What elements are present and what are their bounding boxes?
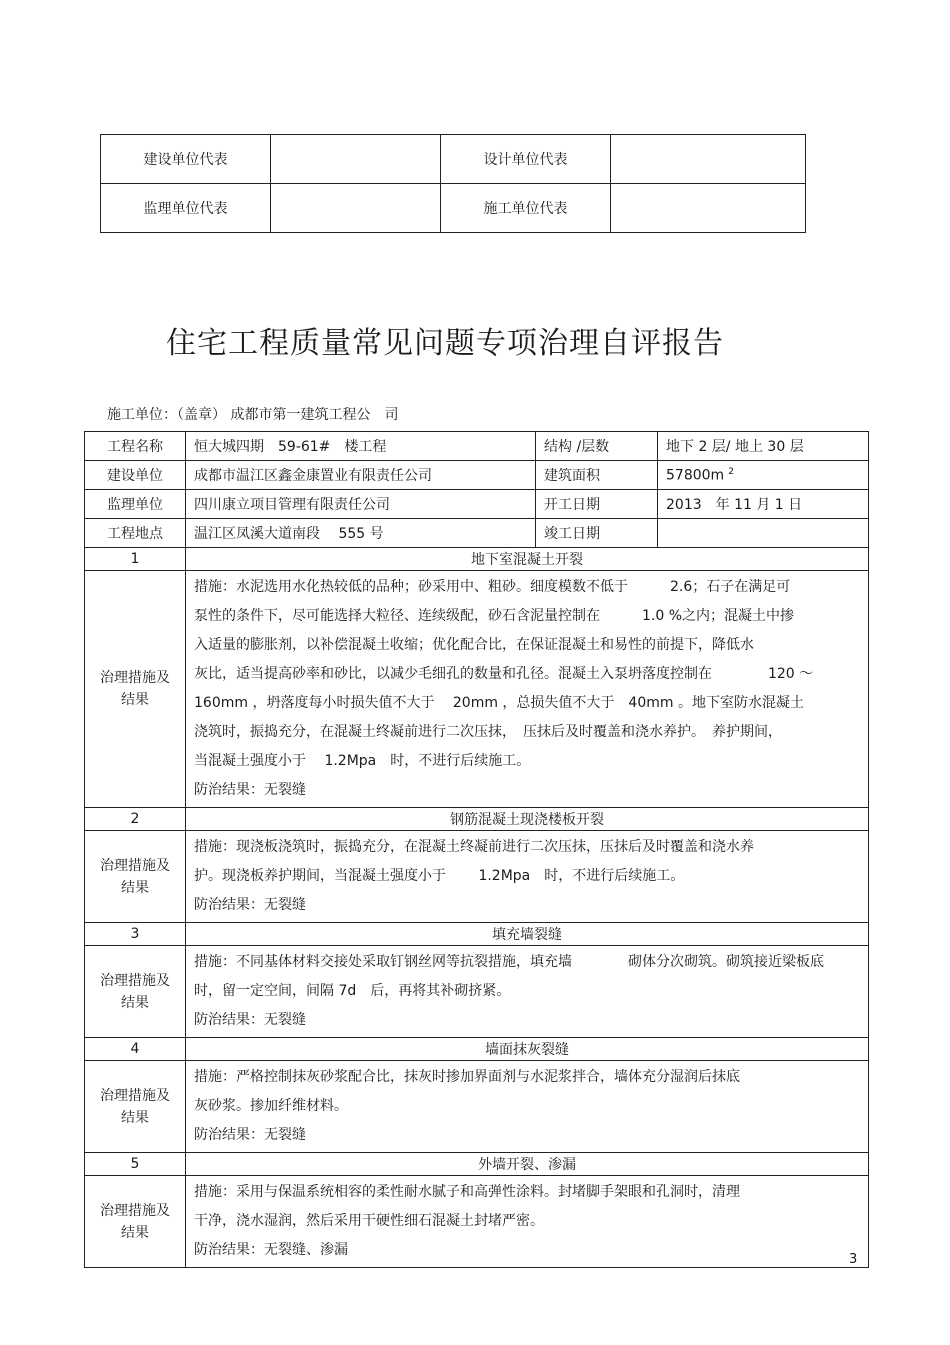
measure-line: 措施：水泥选用水化热较低的品种；砂采用中、粗砂。细度模数不低于 2.6；石子在满足可: [194, 579, 791, 595]
section-header-row: [85, 1153, 869, 1176]
section-title: 钢筋混凝土现浇楼板开裂: [186, 808, 869, 831]
measure-line: 干净，浇水湿润，然后采用干硬性细石混凝土封堵严密。: [194, 1213, 544, 1229]
project-name-value: 恒大城四期 59-61# 楼工程: [186, 432, 536, 461]
area-number: 57800m: [666, 467, 725, 484]
signature-label: 施工单位代表: [441, 184, 611, 233]
section-header-row: [85, 923, 869, 946]
measures-text: [186, 571, 869, 808]
section-number: 1: [85, 548, 186, 571]
start-date-label: 开工日期: [536, 490, 658, 519]
measures-label: 治理措施及结果: [85, 946, 186, 1038]
measures-label: 治理措施及结果: [85, 1176, 186, 1268]
section-title: 地下室混凝土开裂: [186, 548, 869, 571]
section-body-row: [85, 571, 869, 808]
report-title: 住宅工程质量常见问题专项治理自评报告: [166, 326, 724, 361]
signature-label: 设计单位代表: [441, 135, 611, 184]
measure-line: 防治结果：无裂缝: [194, 1127, 306, 1143]
structure-value: 地下 2 层/ 地上 30 层: [658, 432, 869, 461]
signature-row: [101, 184, 806, 233]
measure-line: 防治结果：无裂缝、渗漏: [194, 1242, 348, 1258]
measures-text: [186, 831, 869, 923]
measures-label: 治理措施及结果: [85, 571, 186, 808]
measures-text: [186, 946, 869, 1038]
info-row: [85, 461, 869, 490]
measure-line: 防治结果：无裂缝: [194, 1012, 306, 1028]
builder-label: 建设单位: [85, 461, 186, 490]
measure-line: 防治结果：无裂缝: [194, 897, 306, 913]
section-number: 3: [85, 923, 186, 946]
section-number: 5: [85, 1153, 186, 1176]
measure-line: 护。现浇板养护期间，当混凝土强度小于 1.2Mpa 时，不进行后续施工。: [194, 868, 685, 884]
signature-field[interactable]: [271, 135, 441, 184]
measure-line: 措施：现浇板浇筑时，振捣充分，在混凝土终凝前进行二次压抹，压抹后及时覆盖和浇水养: [194, 839, 754, 855]
signature-row: [101, 135, 806, 184]
measure-line: 泵性的条件下，尽可能选择大粒径、连续级配，砂石含泥量控制在 1.0 %之内；混凝土中掺: [194, 608, 795, 624]
section-body-row: [85, 831, 869, 923]
section-title: 墙面抹灰裂缝: [186, 1038, 869, 1061]
section-header-row: [85, 548, 869, 571]
section-body-row: [85, 1061, 869, 1153]
measure-line: 浇筑时，振捣充分，在混凝土终凝前进行二次压抹， 压抹后及时覆盖和浇水养护。 养护期间，: [194, 724, 782, 740]
section-number: 2: [85, 808, 186, 831]
measure-line: 灰比，适当提高砂率和砂比，以减少毛细孔的数量和孔径。混凝土入泵坍落度控制在 120 ～: [194, 666, 814, 682]
section-title: 填充墙裂缝: [186, 923, 869, 946]
measure-line: 入适量的膨胀剂，以补偿混凝土收缩；优化配合比，在保证混凝土和易性的前提下，降低水: [194, 637, 754, 653]
section-title: 外墙开裂、渗漏: [186, 1153, 869, 1176]
measure-line: 措施：不同基体材料交接处采取钉钢丝网等抗裂措施，填充墙 砌体分次砌筑。砌筑接近梁板底: [194, 954, 824, 970]
structure-label: 结构 /层数: [536, 432, 658, 461]
measures-label: 治理措施及结果: [85, 831, 186, 923]
location-value: 温江区凤溪大道南段 555 号: [186, 519, 536, 548]
area-unit-superscript: 2: [728, 466, 734, 477]
info-row: [85, 519, 869, 548]
signature-table: [100, 134, 806, 233]
completion-date-label: 竣工日期: [536, 519, 658, 548]
completion-date-value: [658, 519, 869, 548]
report-table: [84, 431, 869, 1268]
builder-value: 成都市温江区鑫金康置业有限责任公司: [186, 461, 536, 490]
supervisor-value: 四川康立项目管理有限责任公司: [186, 490, 536, 519]
signature-field[interactable]: [611, 184, 806, 233]
info-row: [85, 490, 869, 519]
signature-field[interactable]: [271, 184, 441, 233]
construction-unit-line: 施工单位：（盖章） 成都市第一建筑工程公 司: [107, 407, 399, 423]
measure-line: 灰砂浆。掺加纤维材料。: [194, 1098, 348, 1114]
measure-line: 措施：采用与保温系统相容的柔性耐水腻子和高弹性涂料。封堵脚手架眼和孔洞时，清理: [194, 1184, 740, 1200]
signature-label: 监理单位代表: [101, 184, 271, 233]
measure-line: 防治结果：无裂缝: [194, 782, 306, 798]
area-value: [658, 461, 869, 490]
measures-label: 治理措施及结果: [85, 1061, 186, 1153]
measure-line: 时，留一定空间，间隔 7d 后，再将其补砌挤紧。: [194, 983, 511, 999]
project-name-label: 工程名称: [85, 432, 186, 461]
section-header-row: [85, 1038, 869, 1061]
measure-line: 措施：严格控制抹灰砂浆配合比，抹灰时掺加界面剂与水泥浆拌合，墙体充分湿润后抹底: [194, 1069, 740, 1085]
info-row: [85, 432, 869, 461]
page-number: 3: [849, 1252, 858, 1267]
location-label: 工程地点: [85, 519, 186, 548]
signature-field[interactable]: [611, 135, 806, 184]
measure-line: 当混凝土强度小于 1.2Mpa 时，不进行后续施工。: [194, 753, 531, 769]
measures-text: [186, 1061, 869, 1153]
signature-label: 建设单位代表: [101, 135, 271, 184]
measures-text: [186, 1176, 869, 1268]
section-number: 4: [85, 1038, 186, 1061]
area-label: 建筑面积: [536, 461, 658, 490]
supervisor-label: 监理单位: [85, 490, 186, 519]
start-date-value: 2013 年 11 月 1 日: [658, 490, 869, 519]
section-body-row: [85, 946, 869, 1038]
section-header-row: [85, 808, 869, 831]
measure-line: 160mm ，坍落度每小时损失值不大于 20mm ，总损失值不大于 40mm 。地下室防水混凝土: [194, 695, 804, 711]
section-body-row: [85, 1176, 869, 1268]
